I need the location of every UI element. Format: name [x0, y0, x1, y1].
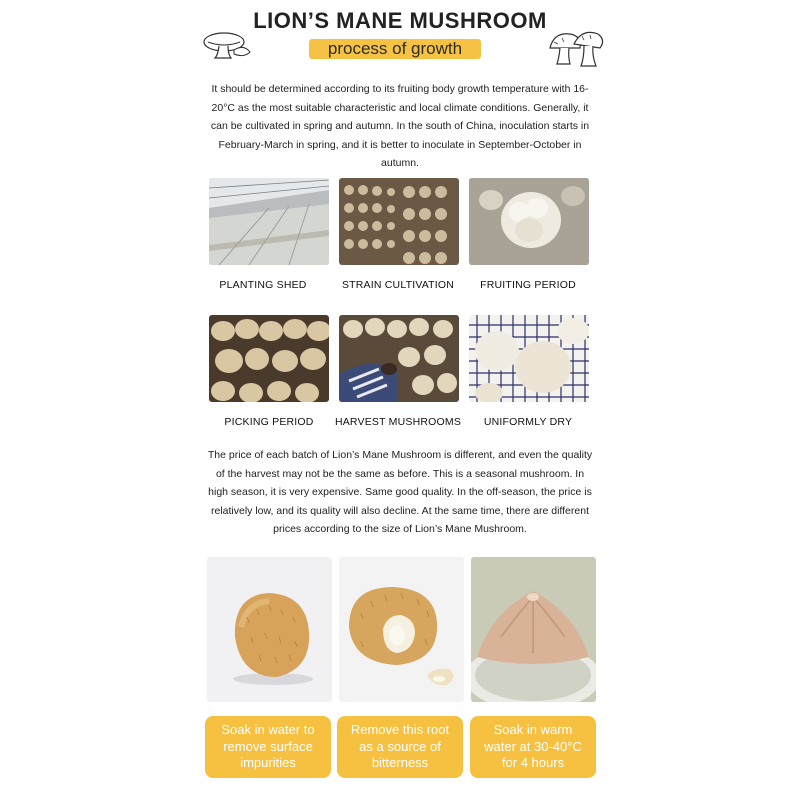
- soaking-mushroom-photo: [471, 557, 596, 702]
- stage-label: UNIFORMLY DRY: [483, 416, 573, 428]
- fruiting-period-photo: [469, 178, 589, 265]
- stage-label: HARVEST MUSHROOMS: [334, 416, 462, 428]
- page-title: LION’S MANE MUSHROOM: [253, 8, 547, 33]
- step-card-remove-root: [337, 716, 463, 778]
- mushroom-cluster-sketch-icon: [546, 26, 606, 70]
- intro-paragraph: It should be determined according to its fruiting body growth temperature with 16-20°C as the most suitable characteristic and local climate conditions. Generally, it can be cultivated in spring and autumn. In the south of China, inoculation starts in February-March in spring, and it is better to inoculate in September-October in autumn.: [210, 83, 590, 170]
- stage-label: PICKING PERIOD: [224, 416, 314, 428]
- planting-shed-photo: [209, 178, 329, 265]
- step-card-soak-water: [205, 716, 331, 778]
- step-card-warm-soak: [470, 716, 596, 778]
- step-text: Soak in water to remove surface impurities: [221, 722, 315, 771]
- stage-label: PLANTING SHED: [219, 279, 307, 291]
- stage-label: FRUITING PERIOD: [480, 279, 576, 291]
- strain-cultivation-photo: [339, 178, 459, 265]
- picking-period-photo: [209, 315, 329, 402]
- step-text: Soak in warm water at 30-40°C for 4 hours: [484, 722, 582, 771]
- harvest-mushrooms-photo: [339, 315, 459, 402]
- price-paragraph: The price of each batch of Lion’s Mane Mushroom is different, and even the quality of the harvest may not be the same as before. This is a seasonal mushroom. In high season, it is very expensive. Same good quality. In the off-season, the price is relatively low, and its quality will also decline. At the same time, there are different prices according to the size of Lion’s Mane Mushroom.: [207, 449, 593, 536]
- step-text: Remove this root as a source of bitterness: [350, 722, 450, 771]
- stage-label: STRAIN CULTIVATION: [341, 279, 455, 291]
- uniformly-dry-photo: [469, 315, 589, 402]
- dried-mushroom-photo: [207, 557, 332, 702]
- root-removed-mushroom-photo: [339, 557, 464, 702]
- page-subtitle: process of growth: [309, 39, 481, 59]
